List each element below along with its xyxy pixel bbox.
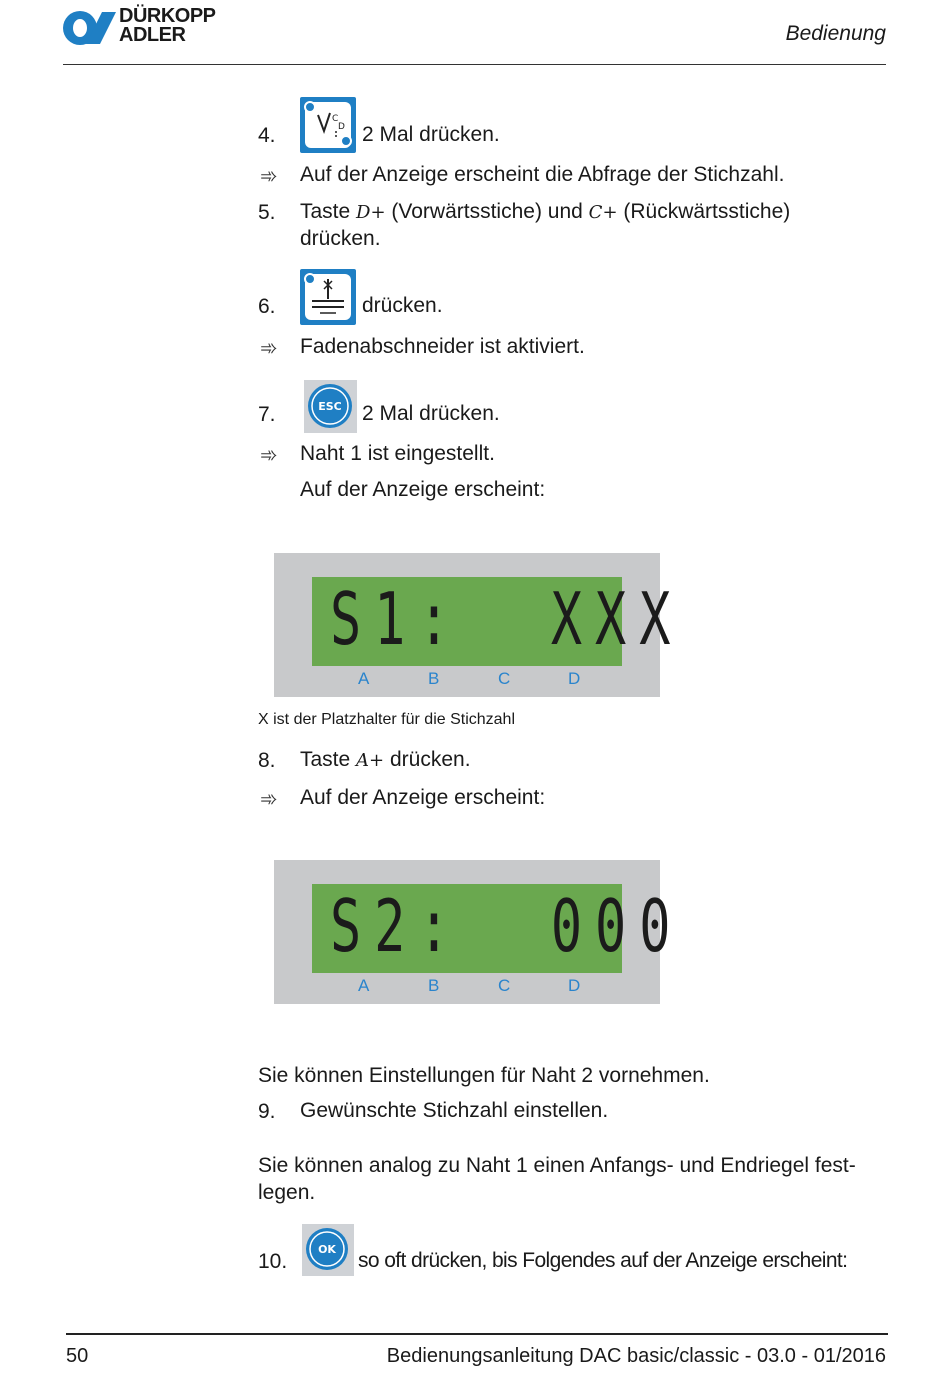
- paragraph: Sie können analog zu Naht 1 einen Anfangs- und Endriegel fest-: [258, 1154, 856, 1177]
- result-arrow-icon: ➾: [260, 165, 278, 188]
- section-title: Bedienung: [785, 22, 886, 45]
- stitch-cd-icon: [300, 97, 356, 153]
- result-text: Auf der Anzeige erscheint die Abfrage der Stichzahl.: [300, 163, 785, 186]
- display-key-label: B: [428, 669, 440, 688]
- result-text: Naht 1 ist eingestellt.: [300, 442, 495, 465]
- lcd-screen: [312, 577, 684, 666]
- ok-button[interactable]: [302, 1224, 354, 1276]
- step-number: 5.: [258, 201, 276, 224]
- step-number: 10.: [258, 1250, 288, 1273]
- step-text: drücken.: [300, 227, 381, 250]
- display-key-label: C: [498, 976, 511, 995]
- display-key-label: B: [428, 976, 440, 995]
- result-text: Fadenabschneider ist aktiviert.: [300, 335, 585, 358]
- result-arrow-icon: ➾: [260, 337, 278, 360]
- display-key-label: D: [568, 669, 581, 688]
- step-number: 6.: [258, 295, 276, 318]
- page-number: 50: [66, 1345, 89, 1367]
- lcd-text: S2: 000: [330, 884, 684, 968]
- display-key-label: C: [498, 669, 511, 688]
- result-arrow-icon: ➾: [260, 788, 278, 811]
- step-text: Taste: [300, 200, 351, 223]
- step-text: (Rückwärtsstiche): [623, 200, 791, 223]
- step-text: 2 Mal drücken.: [362, 402, 500, 425]
- step-8-line: [300, 747, 471, 774]
- thread-trimmer-button[interactable]: [300, 269, 356, 325]
- step-number: 9.: [258, 1100, 276, 1123]
- step-text: 2 Mal drücken.: [362, 123, 500, 146]
- footer-divider: [66, 1333, 888, 1335]
- step-text: so oft drücken, bis Folgendes auf der Anzeige erscheint:: [358, 1249, 848, 1272]
- stitch-cd-button[interactable]: [300, 97, 356, 153]
- step-5-line: [300, 199, 790, 226]
- step-number: 4.: [258, 124, 276, 147]
- paragraph: Sie können Einstellungen für Naht 2 vornehmen.: [258, 1064, 710, 1087]
- step-text: (Vorwärtsstiche) und: [391, 200, 583, 223]
- svg-text:C: C: [332, 114, 339, 124]
- step-number: 7.: [258, 403, 276, 426]
- step-text: Taste: [300, 748, 351, 771]
- display-key-label: A: [358, 669, 370, 688]
- ok-label: OK: [318, 1243, 336, 1256]
- brand-line2: ADLER: [119, 24, 186, 46]
- step-text: Gewünschte Stichzahl einstellen.: [300, 1099, 609, 1122]
- thread-trimmer-icon: [300, 269, 356, 325]
- header-divider: [63, 64, 886, 65]
- display-caption: X ist der Platzhalter für die Stichzahl: [258, 711, 516, 728]
- esc-label: ESC: [318, 400, 342, 413]
- result-arrow-icon: ➾: [260, 444, 278, 467]
- brand-line1: DÜRKOPP: [119, 5, 216, 27]
- step-text: drücken.: [389, 748, 471, 771]
- esc-icon: [304, 380, 357, 433]
- display-panel: [274, 553, 684, 697]
- paragraph: legen.: [258, 1181, 316, 1204]
- key-a-plus: A+: [356, 750, 385, 771]
- result-text: Auf der Anzeige erscheint:: [300, 478, 546, 501]
- display-panel: [274, 860, 684, 1004]
- ok-icon: [302, 1224, 354, 1276]
- svg-text:D: D: [338, 122, 345, 132]
- display-key-label: D: [568, 976, 581, 995]
- lcd-screen: [312, 884, 684, 973]
- lcd-text: S1: XXX: [330, 577, 684, 661]
- result-text: Auf der Anzeige erscheint:: [300, 786, 546, 809]
- key-c-plus: C+: [588, 202, 618, 223]
- esc-button[interactable]: [304, 380, 357, 433]
- step-number: 8.: [258, 749, 276, 772]
- step-text: drücken.: [362, 294, 443, 317]
- footer-title: Bedienungsanleitung DAC basic/classic - 03.0 - 01/2016: [386, 1345, 886, 1367]
- brand-logo: [62, 5, 232, 48]
- display-key-label: A: [358, 976, 370, 995]
- brand-logo-icon: [62, 10, 116, 46]
- key-d-plus: D+: [356, 202, 386, 223]
